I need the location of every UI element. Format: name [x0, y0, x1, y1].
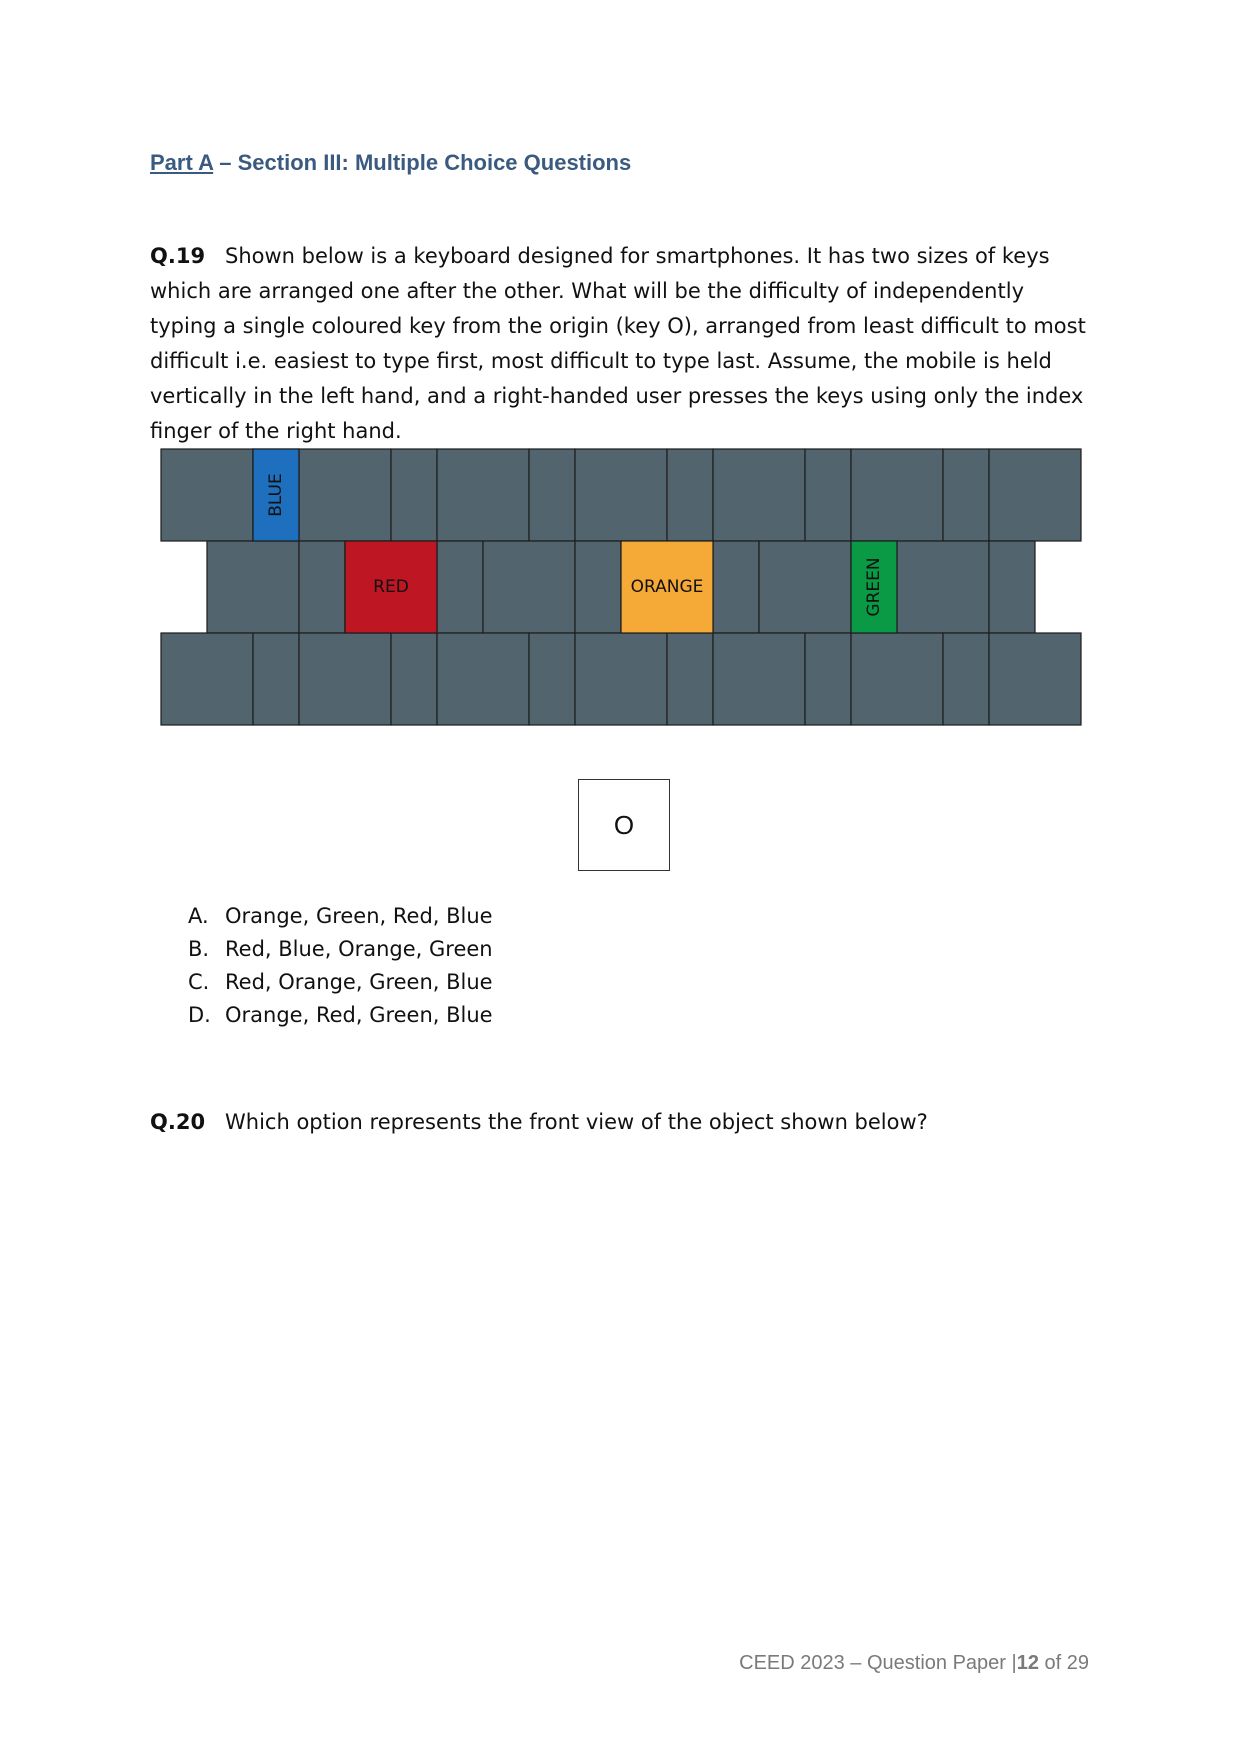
origin-key-label: O	[613, 809, 635, 840]
keyboard-key	[851, 633, 943, 725]
keyboard-key	[575, 541, 621, 633]
keyboard-key	[253, 633, 299, 725]
keyboard-key	[667, 633, 713, 725]
page-footer	[739, 1652, 1089, 1675]
keyboard-key	[805, 449, 851, 541]
footer-text: CEED 2023 – Question Paper |	[739, 1652, 1017, 1674]
keyboard-key	[713, 449, 805, 541]
keyboard-key	[161, 449, 253, 541]
origin-key	[578, 779, 670, 871]
section-title: – Section III: Multiple Choice Questions	[213, 150, 632, 175]
question-text: Shown below is a keyboard designed for smartphones. It has two sizes of keys which are arranged one after the other. What will be the difficulty of independently typing a single coloured key from the origin (key O), arranged from least difficult to most difficult i.e. easiest to type first, most difficult to type last. Assume, the mobile is held vertically in the left hand, and a right-handed user presses the keys using only the index finger of the right hand.	[150, 244, 1086, 443]
option-letter: C.	[188, 970, 210, 994]
keyboard-key	[989, 449, 1081, 541]
keyboard-key	[943, 633, 989, 725]
answer-options	[188, 900, 493, 1032]
keyboard-key	[851, 449, 943, 541]
option-text: Red, Blue, Orange, Green	[225, 937, 493, 961]
keyboard-key	[989, 541, 1035, 633]
keyboard-key	[437, 449, 529, 541]
keyboard-key	[207, 541, 299, 633]
option-text: Orange, Red, Green, Blue	[225, 1003, 493, 1027]
option-letter: A.	[188, 904, 209, 928]
keyboard-key	[483, 541, 575, 633]
question-20	[150, 1105, 1090, 1140]
orange-key-label: ORANGE	[630, 577, 704, 597]
keyboard-key	[161, 633, 253, 725]
question-number: Q.19	[150, 244, 206, 268]
option-letter: D.	[188, 1003, 211, 1027]
keyboard-diagram	[0, 0, 1241, 760]
keyboard-key	[299, 541, 345, 633]
keyboard-key	[713, 541, 759, 633]
red-key-label: RED	[373, 577, 409, 597]
keyboard-key	[943, 449, 989, 541]
option-letter: B.	[188, 937, 210, 961]
keyboard-key	[437, 541, 483, 633]
question-number: Q.20	[150, 1110, 206, 1134]
keyboard-key	[529, 449, 575, 541]
page-total: of 29	[1038, 1652, 1089, 1674]
part-label: Part A	[150, 150, 214, 175]
keyboard-key	[299, 449, 391, 541]
keyboard-key	[759, 541, 851, 633]
keyboard-key	[575, 633, 667, 725]
option-text: Red, Orange, Green, Blue	[225, 970, 493, 994]
option-b[interactable]	[188, 933, 493, 966]
keyboard-key	[575, 449, 667, 541]
keyboard-key	[805, 633, 851, 725]
option-a[interactable]	[188, 900, 493, 933]
keyboard-key	[897, 541, 989, 633]
keyboard-key	[299, 633, 391, 725]
blue-key-label: BLUE	[266, 473, 286, 517]
question-text: Which option represents the front view of the object shown below?	[225, 1110, 928, 1134]
keyboard-key	[529, 633, 575, 725]
keyboard-key	[667, 449, 713, 541]
keyboard-key	[989, 633, 1081, 725]
option-d[interactable]	[188, 999, 493, 1032]
option-text: Orange, Green, Red, Blue	[225, 904, 493, 928]
option-c[interactable]	[188, 966, 493, 999]
keyboard-key	[391, 633, 437, 725]
keyboard-key	[437, 633, 529, 725]
green-key-label: GREEN	[864, 557, 884, 617]
page-number: 12	[1016, 1652, 1039, 1674]
keyboard-key	[391, 449, 437, 541]
keyboard-key	[713, 633, 805, 725]
